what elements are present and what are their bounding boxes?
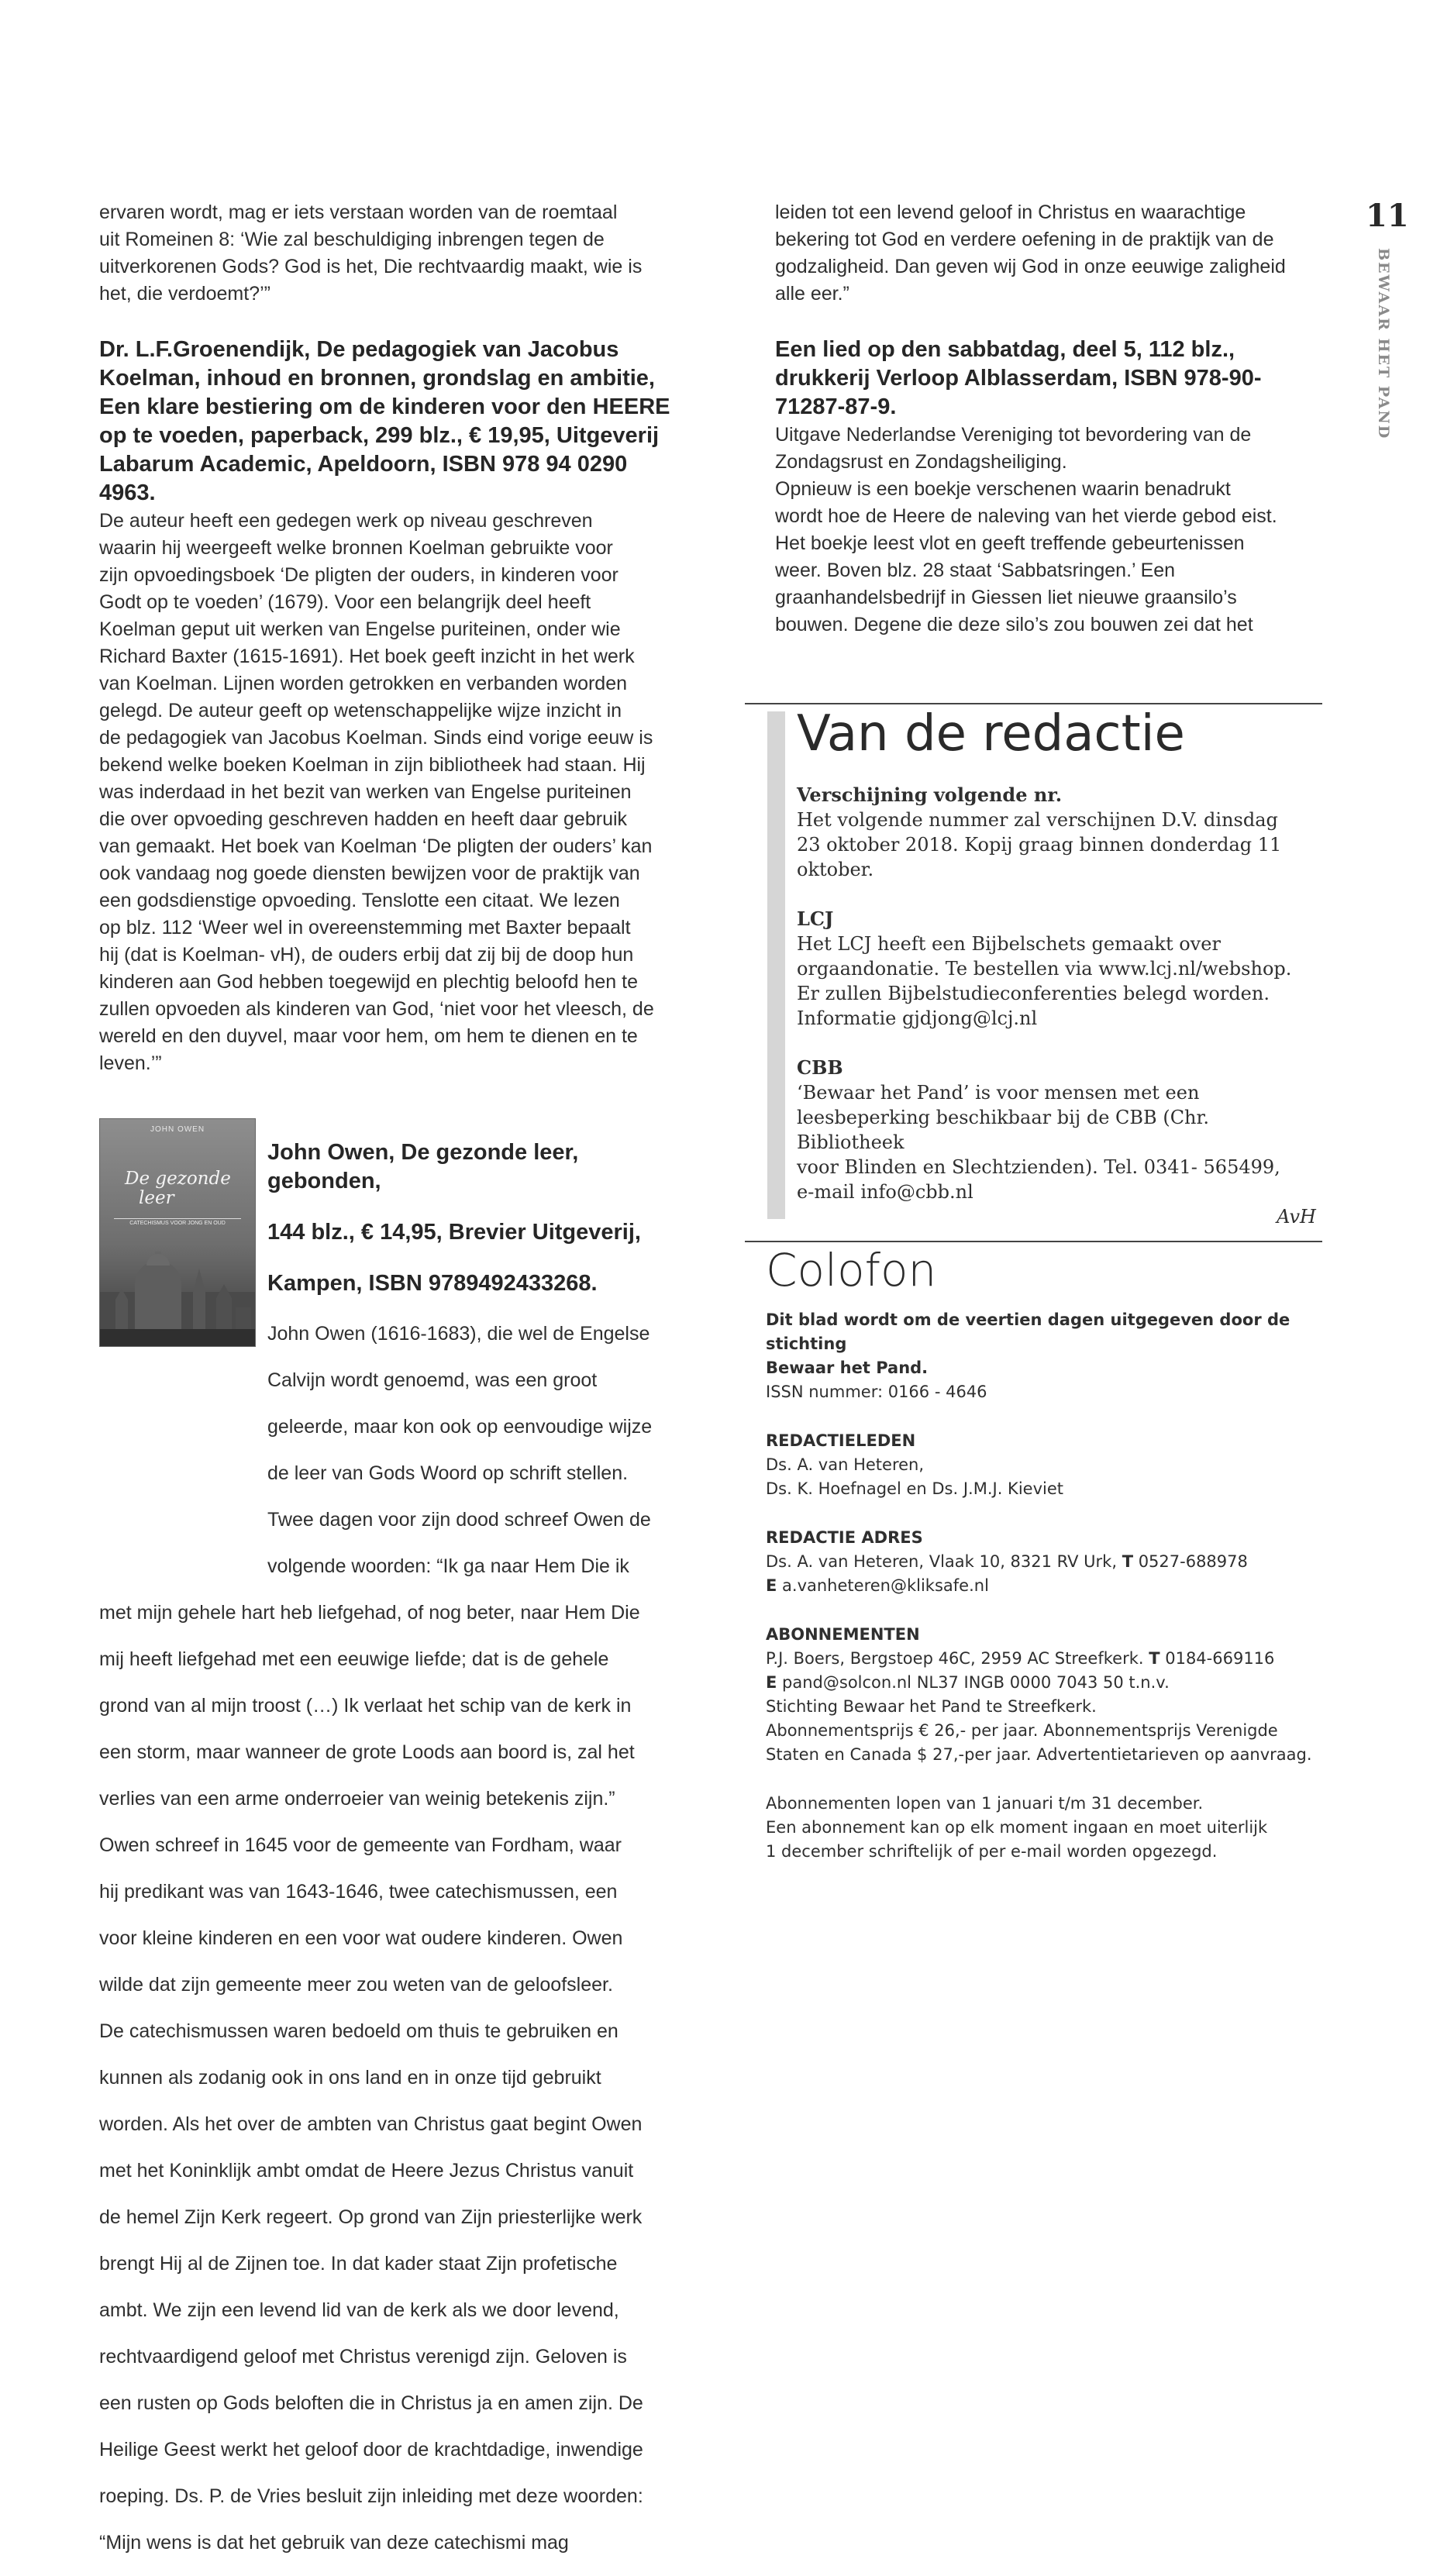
text-line: Koelman geput uit werken van Engelse puriteinen, onder wie <box>99 618 621 640</box>
address-text: Ds. A. van Heteren, Vlaak 10, 8321 RV Urk, <box>766 1552 1122 1571</box>
text-line: alle eer.” <box>775 283 849 305</box>
email-address: a.vanheteren@kliksafe.nl <box>777 1576 989 1595</box>
text-line: Informatie gjdjong@lcj.nl <box>797 1007 1038 1029</box>
text-line: leven.’” <box>99 1052 162 1074</box>
text-line: ook vandaag nog goede diensten bewijzen voor de praktijk van <box>99 863 640 884</box>
text-line: wilde dat zijn gemeente meer zou weten van de geloofsleer. <box>99 1974 613 1996</box>
text-line: John Owen (1616-1683), die wel de Engelse <box>267 1323 650 1345</box>
text-line: Richard Baxter (1615-1691). Het boek geeft inzicht in het werk <box>99 646 635 667</box>
text-line: kunnen als zodanig ook in ons land en in onze tijd gebruikt <box>99 2067 601 2089</box>
text-line: ervaren wordt, mag er iets verstaan worden van de roemtaal <box>99 201 618 223</box>
colofon-body <box>766 1308 1324 1864</box>
text-line: volgende woorden: “Ik ga naar Hem Die ik <box>267 1555 629 1577</box>
heading-line: 71287-87-9. <box>775 394 897 419</box>
text-line: Opnieuw is een boekje verschenen waarin benadrukt <box>775 478 1231 500</box>
heading-line: Koelman, inhoud en bronnen, grondslag en ambitie, <box>99 366 655 391</box>
text-line: met mijn gehele hart heb liefgehad, of nog beter, naar Hem Die <box>99 1602 640 1624</box>
text-line: wereld en den duyvel, maar voor hem, om hem te dienen en te <box>99 1025 638 1047</box>
text-line: van gemaakt. Het boek van Koelman ‘De pligten der ouders’ kan <box>99 835 653 857</box>
text-line: voor Blinden en Slechtzienden). Tel. 0341- 565499, <box>797 1156 1280 1178</box>
email-address: pand@solcon.nl NL37 INGB 0000 7043 50 t.n.v. <box>777 1673 1170 1692</box>
divider-rule <box>745 703 1322 704</box>
book-cover-title-line: leer <box>139 1188 174 1208</box>
text-line: zijn opvoedingsboek ‘De pligten der ouders, in kinderen voor <box>99 564 619 586</box>
text-line: Ds. A. van Heteren, <box>766 1455 925 1474</box>
sabbat-review-body <box>775 422 1325 639</box>
text-line: leesbeperking beschikbaar bij de CBB (Chr. Bibliotheek <box>797 1107 1209 1153</box>
owen-review <box>99 1116 688 2576</box>
text-line: op blz. 112 ‘Weer wel in overeenstemming met Baxter bepaalt <box>99 917 631 938</box>
redactie-section-heading: Verschijning volgende nr. <box>797 783 1063 806</box>
text-line: met het Koninklijk ambt omdat de Heere Jezus Christus vanuit <box>99 2160 634 2182</box>
heading-line: 144 blz., € 14,95, Brevier Uitgeverij, <box>267 1220 641 1245</box>
text-line: orgaandonatie. Te bestellen via www.lcj.nl/webshop. <box>797 958 1292 980</box>
intro-paragraph <box>775 199 1325 308</box>
heading-line: Een lied op den sabbatdag, deel 5, 112 blz., <box>775 337 1235 362</box>
text-line: 23 oktober 2018. Kopij graag binnen donderdag 11 <box>797 834 1282 856</box>
text-line: een godsdienstige opvoeding. Tenslotte een citaat. We lezen <box>99 890 620 911</box>
colofon-heading: ABONNEMENTEN <box>766 1625 920 1644</box>
text-line: Het volgende nummer zal verschijnen D.V. dinsdag <box>797 809 1278 831</box>
email-line <box>766 1574 1324 1598</box>
phone-number: 0184-669116 <box>1160 1649 1275 1668</box>
redactie-body <box>797 783 1316 1229</box>
left-column <box>99 199 688 1077</box>
address-text: P.J. Boers, Bergstoep 46C, 2959 AC Streefkerk. <box>766 1649 1149 1668</box>
text-line: uit Romeinen 8: ‘Wie zal beschuldiging inbrengen tegen de <box>99 229 605 250</box>
text-line: de pedagogiek van Jacobus Koelman. Sinds eind vorige eeuw is <box>99 727 653 749</box>
page-number: 11 <box>1366 198 1409 234</box>
phone-label: T <box>1122 1552 1134 1571</box>
heading-line: op te voeden, paperback, 299 blz., € 19,95, Uitgeverij <box>99 423 660 448</box>
heading-line: Een klare bestiering om de kinderen voor den HEERE <box>99 394 670 419</box>
text-line: was inderdaad in het bezit van werken van Engelse puriteinen <box>99 781 632 803</box>
email-line <box>766 1671 1324 1695</box>
text-line: ‘Bewaar het Pand’ is voor mensen met een <box>797 1082 1200 1104</box>
owen-review-wrapped-text <box>267 1321 688 1580</box>
heading-line: drukkerij Verloop Alblasserdam, ISBN 978-90- <box>775 366 1262 391</box>
owen-review-heading <box>267 1138 688 1298</box>
heading-line: Dr. L.F.Groenendijk, De pedagogiek van Jacobus <box>99 337 619 362</box>
text-line: Stichting Bewaar het Pand te Streefkerk. <box>766 1697 1097 1716</box>
text-line: Ds. K. Hoefnagel en Ds. J.M.J. Kieviet <box>766 1479 1063 1498</box>
text-line: bekend welke boeken Koelman in zijn bibliotheek had staan. Hij <box>99 754 646 776</box>
book-cover-subtitle: CATECHISMUS VOOR JONG EN OUD <box>114 1218 241 1226</box>
redactie-section-heading: CBB <box>797 1056 843 1079</box>
text-line: voor kleine kinderen en een voor wat oudere kinderen. Owen <box>99 1927 623 1949</box>
text-line: Bewaar het Pand. <box>766 1359 929 1377</box>
text-line: Staten en Canada $ 27,-per jaar. Advertentietarieven op aanvraag. <box>766 1745 1312 1764</box>
heading-line: Labarum Academic, Apeldoorn, ISBN 978 94 0290 4963. <box>99 452 628 505</box>
text-line: de hemel Zijn Kerk regeert. Op grond van Zijn priesterlijke werk <box>99 2206 643 2228</box>
text-line: gelegd. De auteur geeft op wetenschappelijke wijze inzicht in <box>99 700 622 721</box>
text-line: een storm, maar wanneer de grote Loods aan boord is, zal het <box>99 1741 635 1763</box>
text-line: mij heeft liefgehad met een eeuwige liefde; dat is de gehele <box>99 1648 609 1670</box>
heading-line: John Owen, De gezonde leer, gebonden, <box>267 1140 579 1193</box>
text-line: Het LCJ heeft een Bijbelschets gemaakt over <box>797 933 1221 955</box>
heading-line: Kampen, ISBN 9789492433268. <box>267 1271 598 1296</box>
owen-review-body <box>99 1600 688 2557</box>
issn-line: ISSN nummer: 0166 - 4646 <box>766 1383 987 1401</box>
text-line: Abonnementsprijs € 26,- per jaar. Abonnementsprijs Verenigde <box>766 1721 1278 1740</box>
text-line: 1 december schriftelijk of per e-mail worden opgezegd. <box>766 1842 1218 1861</box>
running-head: BEWAAR HET PAND <box>1375 248 1392 440</box>
text-line: bekering tot God en verdere oefening in de praktijk van de <box>775 229 1274 250</box>
text-line: uitverkorenen Gods? God is het, Die rechtvaardig maakt, wie is <box>99 256 643 277</box>
text-line: graanhandelsbedrijf in Giessen liet nieuwe graansilo’s <box>775 587 1237 608</box>
text-line: Calvijn wordt genoemd, was een groot <box>267 1369 598 1391</box>
text-line: Het boekje leest vlot en geeft treffende gebeurtenissen <box>775 532 1245 554</box>
text-line: verlies van een arme onderroeier van weinig betekenis zijn.” <box>99 1788 615 1810</box>
sabbat-review-heading <box>775 336 1325 422</box>
text-line: Dit blad wordt om de veertien dagen uitgegeven door de stichting <box>766 1310 1290 1353</box>
text-line: Er zullen Bijbelstudieconferenties belegd worden. <box>797 983 1270 1004</box>
text-line: “Mijn wens is dat het gebruik van deze catechismi mag <box>99 2532 569 2554</box>
text-line: hij (dat is Koelman- vH), de ouders erbij dat zij bij de doop hun <box>99 944 634 966</box>
colofon-heading: REDACTIELEDEN <box>766 1431 916 1450</box>
text-line: Abonnementen lopen van 1 januari t/m 31 december. <box>766 1794 1204 1813</box>
text-line: hij predikant was van 1643-1646, twee catechismussen, een <box>99 1881 618 1903</box>
text-line: ambt. We zijn een levend lid van de kerk als we door levend, <box>99 2299 619 2321</box>
text-line: het, die verdoemt?’” <box>99 283 270 305</box>
text-line: Uitgave Nederlandse Vereniging tot bevordering van de <box>775 424 1252 446</box>
text-line: die over opvoeding geschreven hadden en heeft daar gebruik <box>99 808 628 830</box>
text-line: geleerde, maar kon ook op eenvoudige wijze <box>267 1416 653 1438</box>
text-line: godzaligheid. Dan geven wij God in onze eeuwige zaligheid <box>775 256 1286 277</box>
text-line: brengt Hij al de Zijnen toe. In dat kader staat Zijn profetische <box>99 2253 618 2275</box>
text-line: Godt op te voeden’ (1679). Voor een belangrijk deel heeft <box>99 591 591 613</box>
text-line: zullen opvoeden als kinderen van God, ‘niet voor het vleesch, de <box>99 998 654 1020</box>
koelman-review-body <box>99 508 688 1077</box>
address-line <box>766 1550 1324 1574</box>
text-line: leiden tot een levend geloof in Christus en waarachtige <box>775 201 1246 223</box>
text-line: De auteur heeft een gedegen werk op niveau geschreven <box>99 510 593 532</box>
email-label: E <box>766 1673 777 1692</box>
text-line: Zondagsrust en Zondagsheiliging. <box>775 451 1067 473</box>
text-line: Heilige Geest werkt het geloof door de krachtdadige, inwendige <box>99 2439 643 2461</box>
text-line: kinderen aan God hebben toegewijd en plechtig beloofd hen te <box>99 971 638 993</box>
text-line: wordt hoe de Heere de naleving van het vierde gebod eist. <box>775 505 1277 527</box>
text-line: De catechismussen waren bedoeld om thuis te gebruiken en <box>99 2020 619 2042</box>
address-line <box>766 1647 1324 1671</box>
phone-number: 0527-688978 <box>1133 1552 1248 1571</box>
book-cover-author: JOHN OWEN <box>150 1125 205 1134</box>
text-line: roeping. Ds. P. de Vries besluit zijn inleiding met deze woorden: <box>99 2485 643 2507</box>
redactie-section-heading: LCJ <box>797 907 834 930</box>
sidebar-accent-bar <box>767 711 785 1219</box>
text-line: Een abonnement kan op elk moment ingaan en moet uiterlijk <box>766 1818 1268 1837</box>
book-cover-title-line: De gezonde <box>125 1169 231 1189</box>
text-line: Twee dagen voor zijn dood schreef Owen de <box>267 1509 651 1531</box>
text-line: Owen schreef in 1645 voor de gemeente van Fordham, waar <box>99 1834 622 1856</box>
colofon-heading: REDACTIE ADRES <box>766 1528 923 1547</box>
redactie-title: Van de redactie <box>797 705 1185 763</box>
text-line: een rusten op Gods beloften die in Christus ja en amen zijn. De <box>99 2392 643 2414</box>
intro-paragraph <box>99 199 688 308</box>
text-line: oktober. <box>797 859 874 880</box>
divider-rule <box>745 1241 1322 1242</box>
koelman-review-heading <box>99 336 688 508</box>
redactie-signature: AvH <box>1277 1206 1316 1228</box>
text-line: van Koelman. Lijnen worden getrokken en verbanden worden <box>99 673 628 694</box>
colofon-title: Colofon <box>766 1244 937 1297</box>
text-line: weer. Boven blz. 28 staat ‘Sabbatsringen.’ Een <box>775 560 1176 581</box>
text-line: grond van al mijn troost (…) Ik verlaat het schip van de kerk in <box>99 1695 632 1717</box>
text-line: worden. Als het over de ambten van Christus gaat begint Owen <box>99 2113 643 2135</box>
text-line: e-mail info@cbb.nl <box>797 1181 973 1203</box>
email-label: E <box>766 1576 777 1595</box>
phone-label: T <box>1149 1649 1160 1668</box>
text-line: de leer van Gods Woord op schrift stellen. <box>267 1462 629 1484</box>
text-line: waarin hij weergeeft welke bronnen Koelman gebruikte voor <box>99 537 613 559</box>
text-line: rechtvaardigend geloof met Christus verenigd zijn. Geloven is <box>99 2346 627 2368</box>
right-column <box>775 199 1325 639</box>
text-line: bouwen. Degene die deze silo’s zou bouwen zei dat het <box>775 614 1253 635</box>
